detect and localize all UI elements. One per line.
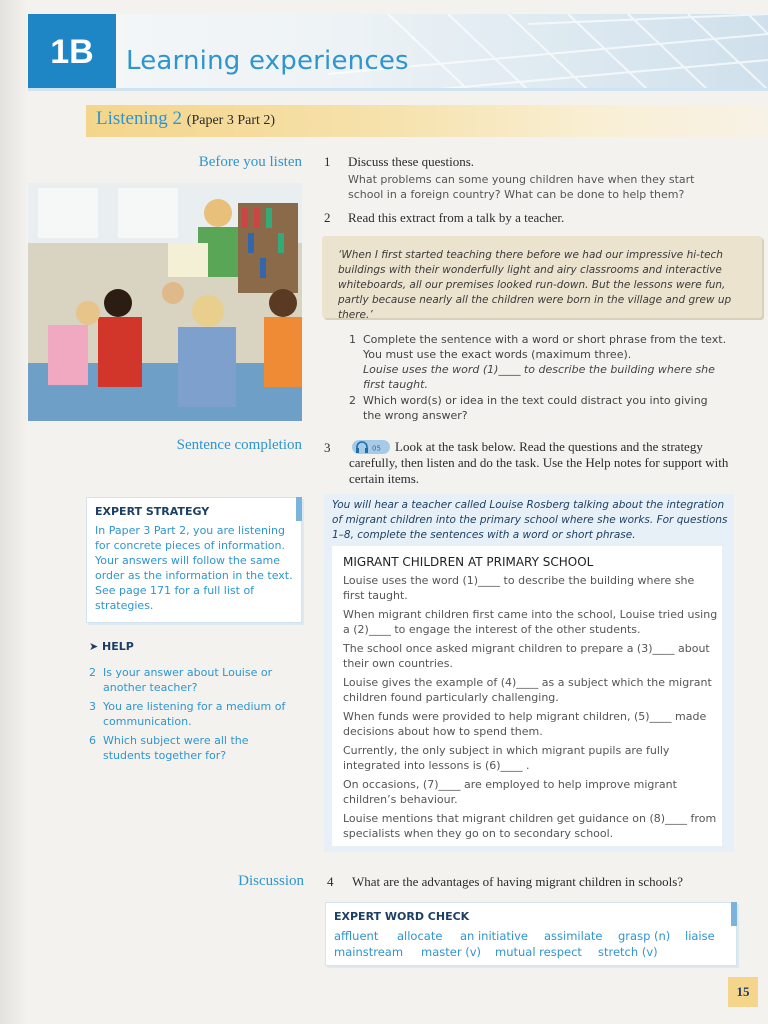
subitem-1-number: 1 [349,333,356,346]
help-arrow-icon: ➤ [89,640,103,653]
help-title: HELP [102,640,134,653]
audio-track-number: 05 [372,444,381,453]
expert-strategy-text: In Paper 3 Part 2, you are listening for concrete pieces of information. Your answers will follow the same order as the information in the text. See page 171 for a full list of strategies. [95,524,293,612]
word-check-title: EXPERT WORD CHECK [334,910,470,923]
word-item: liaise [685,929,715,943]
label-sentence-completion: Sentence completion [176,437,302,453]
word-item: mutual respect [495,945,582,959]
section-subtitle: (Paper 3 Part 2) [186,113,276,128]
unit-title: Learning experiences [126,46,409,76]
question-4-number: 4 [327,874,334,889]
subitem-1-text: Complete the sentence with a word or short phrase from the text. You must use the exact words (maximum three). [363,333,727,361]
expert-strategy-tab [296,497,302,521]
question-1-number: 1 [324,154,331,169]
subitem-2-number: 2 [349,394,356,407]
help-item-num: 2 [89,666,96,679]
question-2-number: 2 [324,210,331,225]
help-heading [89,640,134,653]
word-item: an initiative [460,929,529,943]
subitem-1-example: Louise uses the word (1)____ to describe the building where she first taught. [363,363,715,391]
word-item: affluent [334,929,379,943]
question-1-detail: What problems can some young children have when they start school in a foreign country? What can be done to help them? [348,173,695,201]
section-title-text: Listening 2 [96,108,183,129]
task-sentence: When funds were provided to help migrant children, (5)____ made decisions about how to spend them. [343,710,707,738]
task-title: MIGRANT CHILDREN AT PRIMARY SCHOOL [343,555,594,569]
question-3-number: 3 [324,440,331,455]
task-sentence: The school once asked migrant children to prepare a (3)____ about their own countries. [343,642,710,670]
page-number: 15 [728,977,758,1007]
help-item-text: You are listening for a medium of communication. [103,700,286,728]
task-sentence: Louise mentions that migrant children get guidance on (8)____ from specialists when they go on to secondary school. [343,812,717,840]
classroom-photo [28,183,302,421]
question-1-prompt: Discuss these questions. [348,154,475,169]
help-item-num: 3 [89,700,96,713]
task-sentence: On occasions, (7)____ are employed to help improve migrant children’s behaviour. [343,778,677,806]
task-sentence: Louise gives the example of (4)____ as a subject which the migrant children found particularly challenging. [343,676,712,704]
question-2-prompt: Read this extract from a talk by a teacher. [348,210,565,225]
word-item: mainstream [334,945,404,959]
task-sentence: Currently, the only subject in which migrant pupils are fully integrated into lessons is (6)____ . [343,744,670,772]
unit-badge: 1B [28,14,116,90]
label-before-you-listen: Before you listen [198,154,302,170]
help-item-text: Which subject were all the students together for? [103,734,249,762]
task-intro: You will hear a teacher called Louise Rosberg talking about the integration of migrant children into the primary school where she works. For questions 1–8, complete the sentences with a word or short phrase. [332,499,728,541]
task-sentence: When migrant children first came into the school, Louise tried using a (2)____ to engage the interest of the other students. [343,608,718,636]
task-sentence: Louise uses the word (1)____ to describe the building where she first taught. [343,574,695,602]
word-item: allocate [397,929,443,943]
section-title [96,108,275,130]
word-item: stretch (v) [598,945,658,959]
word-item: grasp (n) [618,929,671,943]
label-discussion: Discussion [238,873,304,889]
question-3-prompt: Look at the task below. Read the questions and the strategy carefully, then listen and do the task. Use the Help notes for support with certain items. [349,439,729,486]
header-rule [28,88,768,91]
help-item-num: 6 [89,734,96,747]
word-check-tab [731,902,737,926]
subitem-2-text: Which word(s) or idea in the text could distract you into giving the wrong answer? [363,394,708,422]
word-item: master (v) [421,945,481,959]
expert-strategy-title: EXPERT STRATEGY [95,505,210,518]
word-item: assimilate [544,929,603,943]
help-item-text: Is your answer about Louise or another teacher? [103,666,273,694]
page-spine [0,0,28,1024]
question-4-prompt: What are the advantages of having migrant children in schools? [352,874,684,889]
extract-text: ‘When I first started teaching there before we had our impressive hi-tech buildings with their wonderfully light and airy classrooms and interactive whiteboards, all our premises looked run-down. But the lessons were fun, partly because nearly all the children were born in the village and grew up there.’ [338,249,732,321]
